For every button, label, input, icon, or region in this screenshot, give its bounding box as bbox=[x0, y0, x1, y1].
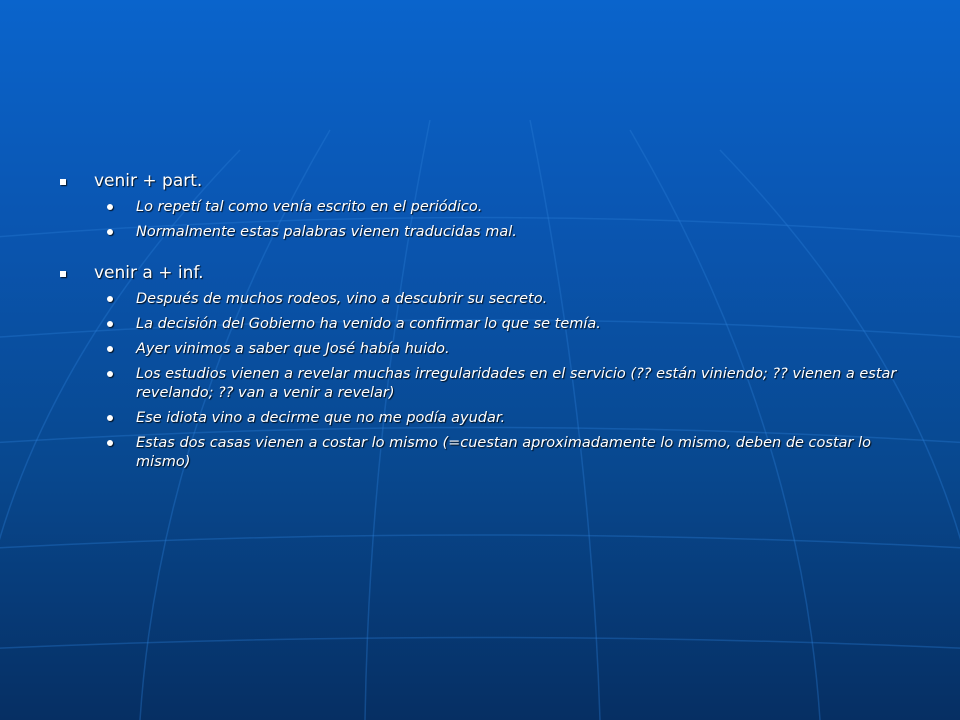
round-bullet-icon bbox=[107, 321, 113, 327]
round-bullet-icon bbox=[107, 371, 113, 377]
list-item bbox=[56, 365, 906, 403]
square-bullet-icon bbox=[60, 179, 66, 185]
round-bullet-icon bbox=[107, 346, 113, 352]
heading-text: venir + part. bbox=[94, 171, 203, 191]
list-item bbox=[56, 223, 906, 242]
round-bullet-icon bbox=[107, 440, 113, 446]
list-item bbox=[56, 434, 906, 472]
item-text: Ese idiota vino a decirme que no me podía ayudar. bbox=[136, 410, 506, 426]
round-bullet-icon bbox=[107, 204, 113, 210]
list-item bbox=[56, 290, 906, 309]
item-text: Estas dos casas vienen a costar lo mismo (=cuestan aproximadamente lo mismo, deben de costar lo mismo) bbox=[136, 435, 871, 470]
item-text: Los estudios vienen a revelar muchas irregularidades en el servicio (?? están viniendo; ?? vienen a estar revelando; ?? van a venir a revelar) bbox=[136, 366, 897, 401]
round-bullet-icon bbox=[107, 296, 113, 302]
item-text: Después de muchos rodeos, vino a descubrir su secreto. bbox=[136, 291, 548, 307]
item-text: La decisión del Gobierno ha venido a confirmar lo que se temía. bbox=[136, 316, 601, 332]
item-text: Normalmente estas palabras vienen traducidas mal. bbox=[136, 224, 517, 240]
item-text: Ayer vinimos a saber que José había huido. bbox=[136, 341, 450, 357]
example-list bbox=[56, 198, 916, 242]
list-item bbox=[56, 409, 906, 428]
section-venir-a-inf bbox=[56, 262, 916, 472]
section-heading bbox=[56, 262, 916, 284]
list-item bbox=[56, 198, 906, 217]
list-item bbox=[56, 315, 906, 334]
heading-text: venir a + inf. bbox=[94, 263, 204, 283]
round-bullet-icon bbox=[107, 415, 113, 421]
list-item bbox=[56, 340, 906, 359]
item-text: Lo repetí tal como venía escrito en el periódico. bbox=[136, 199, 483, 215]
section-heading bbox=[56, 170, 916, 192]
example-list bbox=[56, 290, 916, 472]
square-bullet-icon bbox=[60, 271, 66, 277]
round-bullet-icon bbox=[107, 229, 113, 235]
section-venir-part bbox=[56, 170, 916, 242]
slide-content bbox=[56, 170, 916, 492]
